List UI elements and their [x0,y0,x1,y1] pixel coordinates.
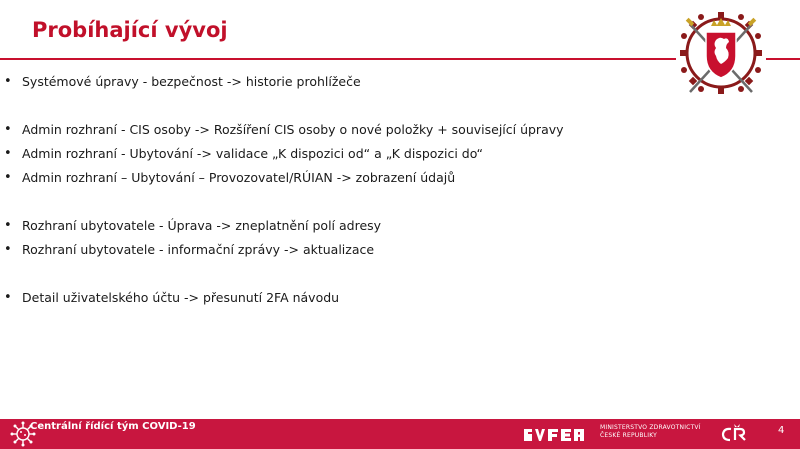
bullet-item [4,214,664,238]
bullet-text: Admin rozhraní - Ubytování -> validace „K dispozici od“ a „K dispozici do“ [22,146,483,161]
bullet-item [4,70,664,94]
bullet-list [4,70,664,310]
logo-icon [522,425,596,443]
bullet-item [4,118,664,142]
bullet-item [4,142,664,166]
bullet-symbol: • [4,122,12,137]
czech-state-emblem-icon [676,6,766,104]
bullet-text: Admin rozhraní - CIS osoby -> Rozšíření CIS osoby o nové položky + související úpravy [22,122,564,137]
footer-ministry-name [600,424,701,440]
bullet-text: Rozhraní ubytovatele - Úprava -> zneplatnění polí adresy [22,218,382,233]
bullet-spacer [4,190,664,214]
bullet-symbol: • [4,242,12,257]
bullet-item [4,286,664,310]
bullet-item [4,166,664,190]
cr-logo-icon [716,423,752,445]
bullet-spacer [4,94,664,118]
footer-team-name: Centrální řídící tým COVID-19 [30,421,196,432]
ministry-line-1: MINISTERSTVO ZDRAVOTNICTVÍ [600,424,701,431]
bullet-symbol: • [4,170,12,185]
slide-title: Probíhající vývoj [32,18,228,42]
footer-bar [0,419,800,449]
bullet-symbol: • [4,290,12,305]
bullet-text: Systémové úpravy - bezpečnost -> historie prohlížeče [22,74,361,89]
bullet-symbol: • [4,146,12,161]
bullet-item [4,238,664,262]
bullet-text: Rozhraní ubytovatele - informační zprávy -> aktualizace [22,242,375,257]
bullet-text: Admin rozhraní – Ubytování – Provozovatel/RÚIAN -> zobrazení údajů [22,170,456,185]
bullet-spacer [4,262,664,286]
bullet-symbol: • [4,74,12,89]
bullet-symbol: • [4,218,12,233]
page-number: 4 [778,425,785,436]
ministry-line-2: ČESKÉ REPUBLIKY [600,432,658,439]
bullet-text: Detail uživatelského účtu -> přesunutí 2FA návodu [22,290,340,305]
